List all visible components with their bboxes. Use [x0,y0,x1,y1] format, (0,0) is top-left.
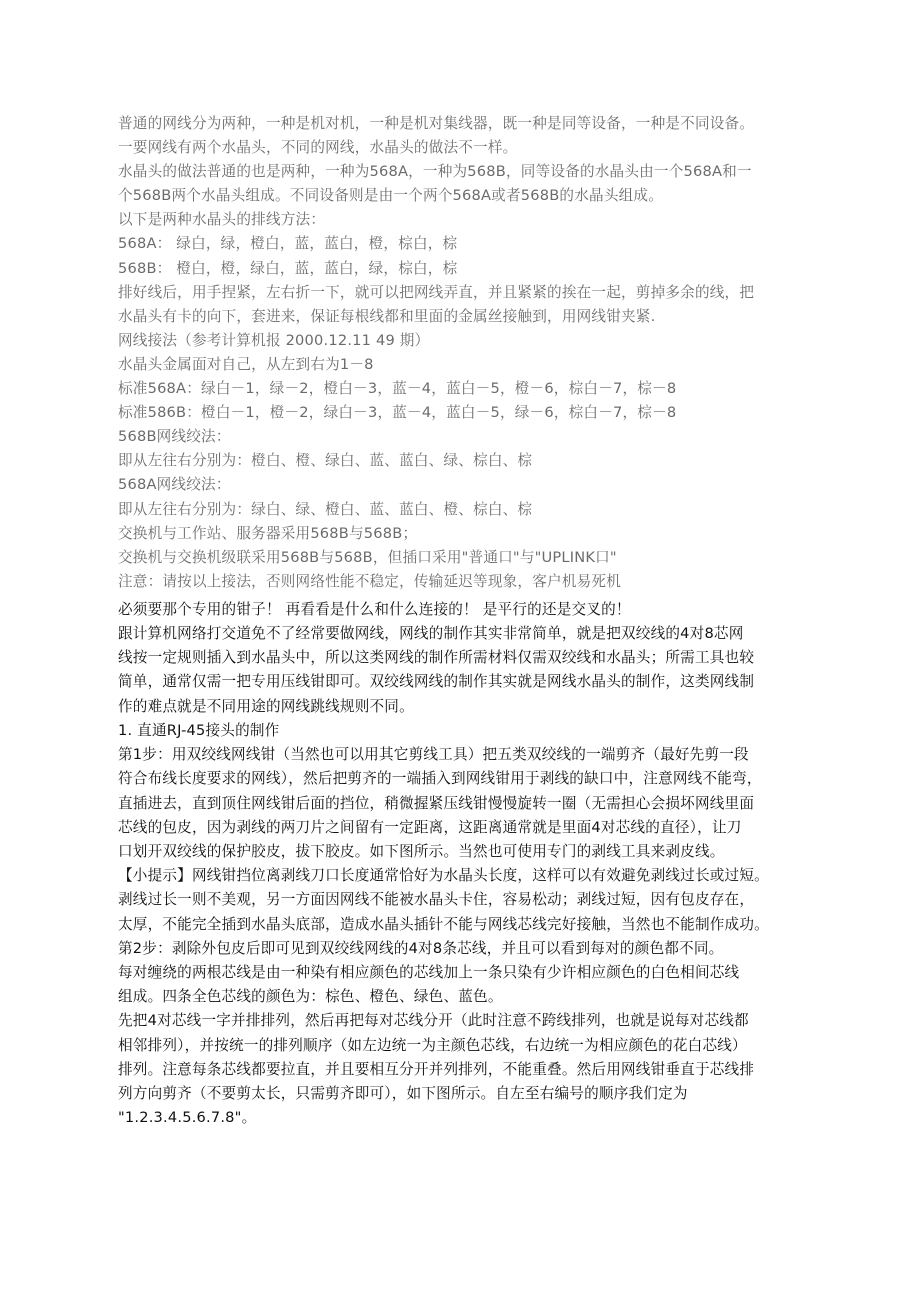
document-page [118,112,818,1130]
text-line: "1.2.3.4.5.6.7.8"。 [118,1109,257,1127]
text-line: 列方向剪齐（不要剪太长，只需剪齐即可），如下图所示。自左至右编号的顺序我们定为 [118,1084,688,1102]
text-line: 交换机与交换机级联采用568B与568B，但插口采用"普通口"与"UPLINK口" [118,548,617,566]
text-line: 标准568A：绿白－1，绿－2，橙白－3，蓝－4，蓝白－5，橙－6，棕白－7，棕－8 [118,380,677,398]
wiring-notes-section [118,112,818,594]
text-line: 直插进去，直到顶住网线钳后面的挡位，稍微握紧压线钳慢慢旋转一圈（无需担心会损坏网线里面 [118,794,755,812]
text-line: 每对缠绕的两根芯线是由一种染有相应颜色的芯线加上一条只染有少许相应颜色的白色相间芯线 [118,963,740,981]
text-line: 注意：请按以上接法，否则网络性能不稳定，传输延迟等现象，客户机易死机 [118,572,621,590]
text-line: 水晶头的做法普通的也是两种，一种为568A，一种为568B，同等设备的水晶头由一个568A和一 [118,163,752,181]
text-line: 568A网线绞法： [118,476,231,494]
text-line: 排好线后，用手捏紧，左右折一下，就可以把网线弄直，并且紧紧的挨在一起，剪掉多余的线，把 [118,283,755,301]
text-line: 符合布线长度要求的网线），然后把剪齐的一端插入到网线钳用于剥线的缺口中，注意网线不能弯， [118,770,762,788]
text-line: 组成。四条全色芯线的颜色为：棕色、橙色、绿色、蓝色。 [118,988,503,1006]
text-line: 即从左往右分别为：绿白、绿、橙白、蓝、蓝白、橙、棕白、棕 [118,500,533,518]
text-line: 第1步：用双绞线网线钳（当然也可以用其它剪线工具）把五类双绞线的一端剪齐（最好先剪一段 [118,746,749,764]
cable-making-section [118,598,818,1130]
text-line: 简单，通常仅需一把专用压线钳即可。双绞线网线的制作其实就是网线水晶头的制作，这类网线制 [118,673,755,691]
text-line: 568A： 绿白，绿，橙白，蓝，蓝白，橙，棕白，棕 [118,235,458,253]
text-line: 跟计算机网络打交道免不了经常要做网线，网线的制作其实非常简单，就是把双绞线的4对8芯网 [118,625,744,643]
text-line: 普通的网线分为两种，一种是机对机，一种是机对集线器，既一种是同等设备，一种是不同设备。 [118,115,755,132]
text-line: 网线接法（参考计算机报 2000.12.11 49 期） [118,331,430,349]
text-line: 芯线的包皮，因为剥线的两刀片之间留有一定距离，这距离通常就是里面4对芯线的直径），让刀 [118,818,742,836]
text-line: 口划开双绞线的保护胶皮，拔下胶皮。如下图所示。当然也可使用专门的剥线工具来剥皮线。 [118,842,725,860]
text-line: 交换机与工作站、服务器采用568B与568B； [118,524,418,542]
text-line: 太厚，不能完全插到水晶头底部，造成水晶头插针不能与网线芯线完好接触，当然也不能制作成功。 [118,915,769,933]
text-line: 568B： 橙白，橙，绿白，蓝，蓝白，绿，棕白，棕 [118,259,458,277]
text-line: 个568B两个水晶头组成。不同设备则是由一个两个568A或者568B的水晶头组成。 [118,187,663,205]
text-line: 以下是两种水晶头的排线方法： [118,211,326,229]
tip-line: 【小提示】网线钳挡位离剥线刀口长度通常恰好为水晶头长度，这样可以有效避免剥线过长或过短。 [118,867,769,885]
text-line: 相邻排列），并按统一的排列顺序（如左边统一为主颜色芯线，右边统一为相应颜色的花白芯线） [118,1036,747,1054]
text-line: 即从左往右分别为：橙白、橙、绿白、蓝、蓝白、绿、棕白、棕 [118,452,533,470]
text-line: 必须要那个专用的钳子！ 再看看是什么和什么连接的！ 是平行的还是交叉的！ [118,600,631,618]
section-heading: 1. 直通RJ-45接头的制作 [118,721,280,739]
text-line: 作的难点就是不同用途的网线跳线规则不同。 [118,697,414,715]
text-line: 先把4对芯线一字并排排列，然后再把每对芯线分开（此时注意不跨线排列，也就是说每对芯线都 [118,1012,749,1030]
text-line: 排列。注意每条芯线都要拉直，并且要相互分开并列排列，不能重叠。然后用网线钳垂直于芯线排 [118,1060,755,1078]
text-line: 568B网线绞法： [118,428,231,446]
text-line: 剥线过长一则不美观，另一方面因网线不能被水晶头卡住，容易松动；剥线过短，因有包皮存在， [118,891,755,909]
text-line: 水晶头金属面对自己，从左到右为1－8 [118,355,374,373]
text-line: 水晶头有卡的向下，套进来，保证每根线都和里面的金属丝接触到，用网线钳夹紧. [118,307,656,325]
text-line: 一要网线有两个水晶头，不同的网线，水晶头的做法不一样。 [118,139,518,157]
text-line: 线按一定规则插入到水晶头中，所以这类网线的制作所需材料仅需双绞线和水晶头；所需工具也较 [118,649,755,667]
text-line: 第2步：剥除外包皮后即可见到双绞线网线的4对8条芯线，并且可以看到每对的颜色都不同。 [118,939,724,957]
text-line: 标准586B：橙白－1，橙－2，绿白－3，蓝－4，蓝白－5，绿－6，棕白－7，棕－8 [118,404,677,422]
